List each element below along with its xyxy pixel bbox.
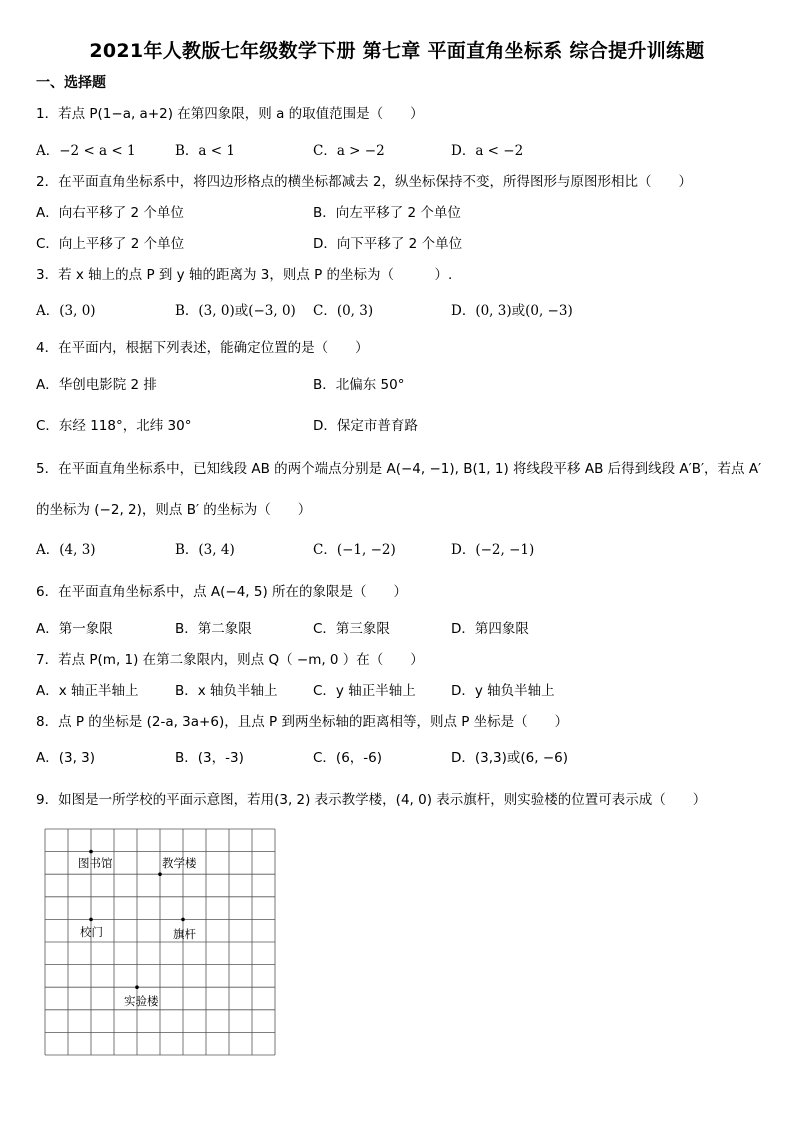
question-4-option-d[interactable]: D．保定市普育路 (313, 418, 418, 434)
question-2-option-d[interactable]: D．向下平移了 2 个单位 (313, 236, 463, 252)
label-teaching-building: 教学楼 (162, 856, 197, 870)
question-4-stem: 4．在平面内，根据下列表述，能确定位置的是（ ） (36, 340, 369, 356)
question-5-option-c[interactable]: C．(−1, −2) (313, 542, 396, 558)
question-7-option-a[interactable]: A．x 轴正半轴上 (36, 683, 139, 699)
document-title: 2021年人教版七年级数学下册 第七章 平面直角坐标系 综合提升训练题 (89, 40, 705, 62)
school-map-figure (44, 828, 276, 1056)
question-4-option-c[interactable]: C．东经 118°，北纬 30° (36, 418, 192, 434)
question-4-option-b[interactable]: B．北偏东 50° (313, 377, 405, 393)
question-4-option-a[interactable]: A．华创电影院 2 排 (36, 377, 157, 393)
question-2-option-c[interactable]: C．向上平移了 2 个单位 (36, 236, 185, 252)
lab-building-point (135, 985, 139, 989)
label-flagpole: 旗杆 (173, 927, 196, 941)
label-library: 图书馆 (78, 856, 113, 870)
school-gate-point (89, 918, 93, 922)
library-point (89, 850, 93, 854)
teaching-building-point (158, 872, 162, 876)
question-8-option-a[interactable]: A．(3, 3) (36, 750, 96, 766)
label-school-gate: 校门 (80, 925, 103, 939)
question-3-option-d[interactable]: D．(0, 3)或(0, −3) (451, 303, 573, 319)
question-8-option-d[interactable]: D．(3,3)或(6, −6) (451, 750, 569, 766)
question-1-option-c[interactable]: C．a > −2 (313, 143, 385, 159)
question-7-option-c[interactable]: C．y 轴正半轴上 (313, 683, 416, 699)
question-1-option-b[interactable]: B．a < 1 (175, 143, 235, 159)
question-9-stem: 9．如图是一所学校的平面示意图，若用(3, 2) 表示教学楼，(4, 0) 表示旗杆，则实验楼的位置可表示成（ ） (36, 792, 707, 808)
question-6-option-a[interactable]: A．第一象限 (36, 621, 113, 637)
question-2-option-a[interactable]: A．向右平移了 2 个单位 (36, 205, 184, 221)
question-5-option-d[interactable]: D．(−2, −1) (451, 542, 535, 558)
question-5-stem-continued: 的坐标为 (−2, 2)，则点 B′ 的坐标为（ ） (36, 502, 312, 518)
question-3-option-c[interactable]: C．(0, 3) (313, 303, 374, 319)
label-lab-building: 实验楼 (124, 994, 159, 1008)
flagpole-point (181, 918, 185, 922)
question-7-stem: 7．若点 P(m, 1) 在第二象限内，则点 Q（ −m, 0 ）在（ ） (36, 652, 424, 668)
question-8-stem: 8．点 P 的坐标是 (2-a, 3a+6)，且点 P 到两坐标轴的距离相等，则点 P 坐标是（ ） (36, 714, 569, 730)
question-3-stem: 3．若 x 轴上的点 P 到 y 轴的距离为 3，则点 P 的坐标为（ ）. (36, 267, 453, 283)
question-5-stem: 5．在平面直角坐标系中，已知线段 AB 的两个端点分别是 A(−4, −1), B(1, 1) 将线段平移 AB 后得到线段 A′B′，若点 A′ (36, 461, 762, 477)
question-7-option-b[interactable]: B．x 轴负半轴上 (175, 683, 278, 699)
question-1-stem: 1．若点 P(1−a, a+2) 在第四象限，则 a 的取值范围是（ ） (36, 106, 424, 122)
question-2-stem: 2．在平面直角坐标系中，将四边形格点的横坐标都减去 2，纵坐标保持不变，所得图形与原图形相比（ ） (36, 174, 692, 190)
question-1-option-a[interactable]: A．−2 < a < 1 (36, 143, 136, 159)
question-3-option-b[interactable]: B．(3, 0)或(−3, 0) (175, 303, 296, 319)
question-6-option-c[interactable]: C．第三象限 (313, 621, 390, 637)
question-6-stem: 6．在平面直角坐标系中，点 A(−4, 5) 所在的象限是（ ） (36, 584, 408, 600)
question-7-option-d[interactable]: D．y 轴负半轴上 (451, 683, 555, 699)
question-5-option-a[interactable]: A．(4, 3) (36, 542, 96, 558)
question-8-option-c[interactable]: C．(6，-6) (313, 750, 383, 766)
question-6-option-d[interactable]: D．第四象限 (451, 621, 529, 637)
question-3-option-a[interactable]: A．(3, 0) (36, 303, 96, 319)
question-8-option-b[interactable]: B．(3，-3) (175, 750, 244, 766)
question-6-option-b[interactable]: B．第二象限 (175, 621, 252, 637)
section-heading: 一、选择题 (36, 75, 106, 91)
question-1-option-d[interactable]: D．a < −2 (451, 143, 524, 159)
question-5-option-b[interactable]: B．(3, 4) (175, 542, 235, 558)
question-2-option-b[interactable]: B．向左平移了 2 个单位 (313, 205, 461, 221)
